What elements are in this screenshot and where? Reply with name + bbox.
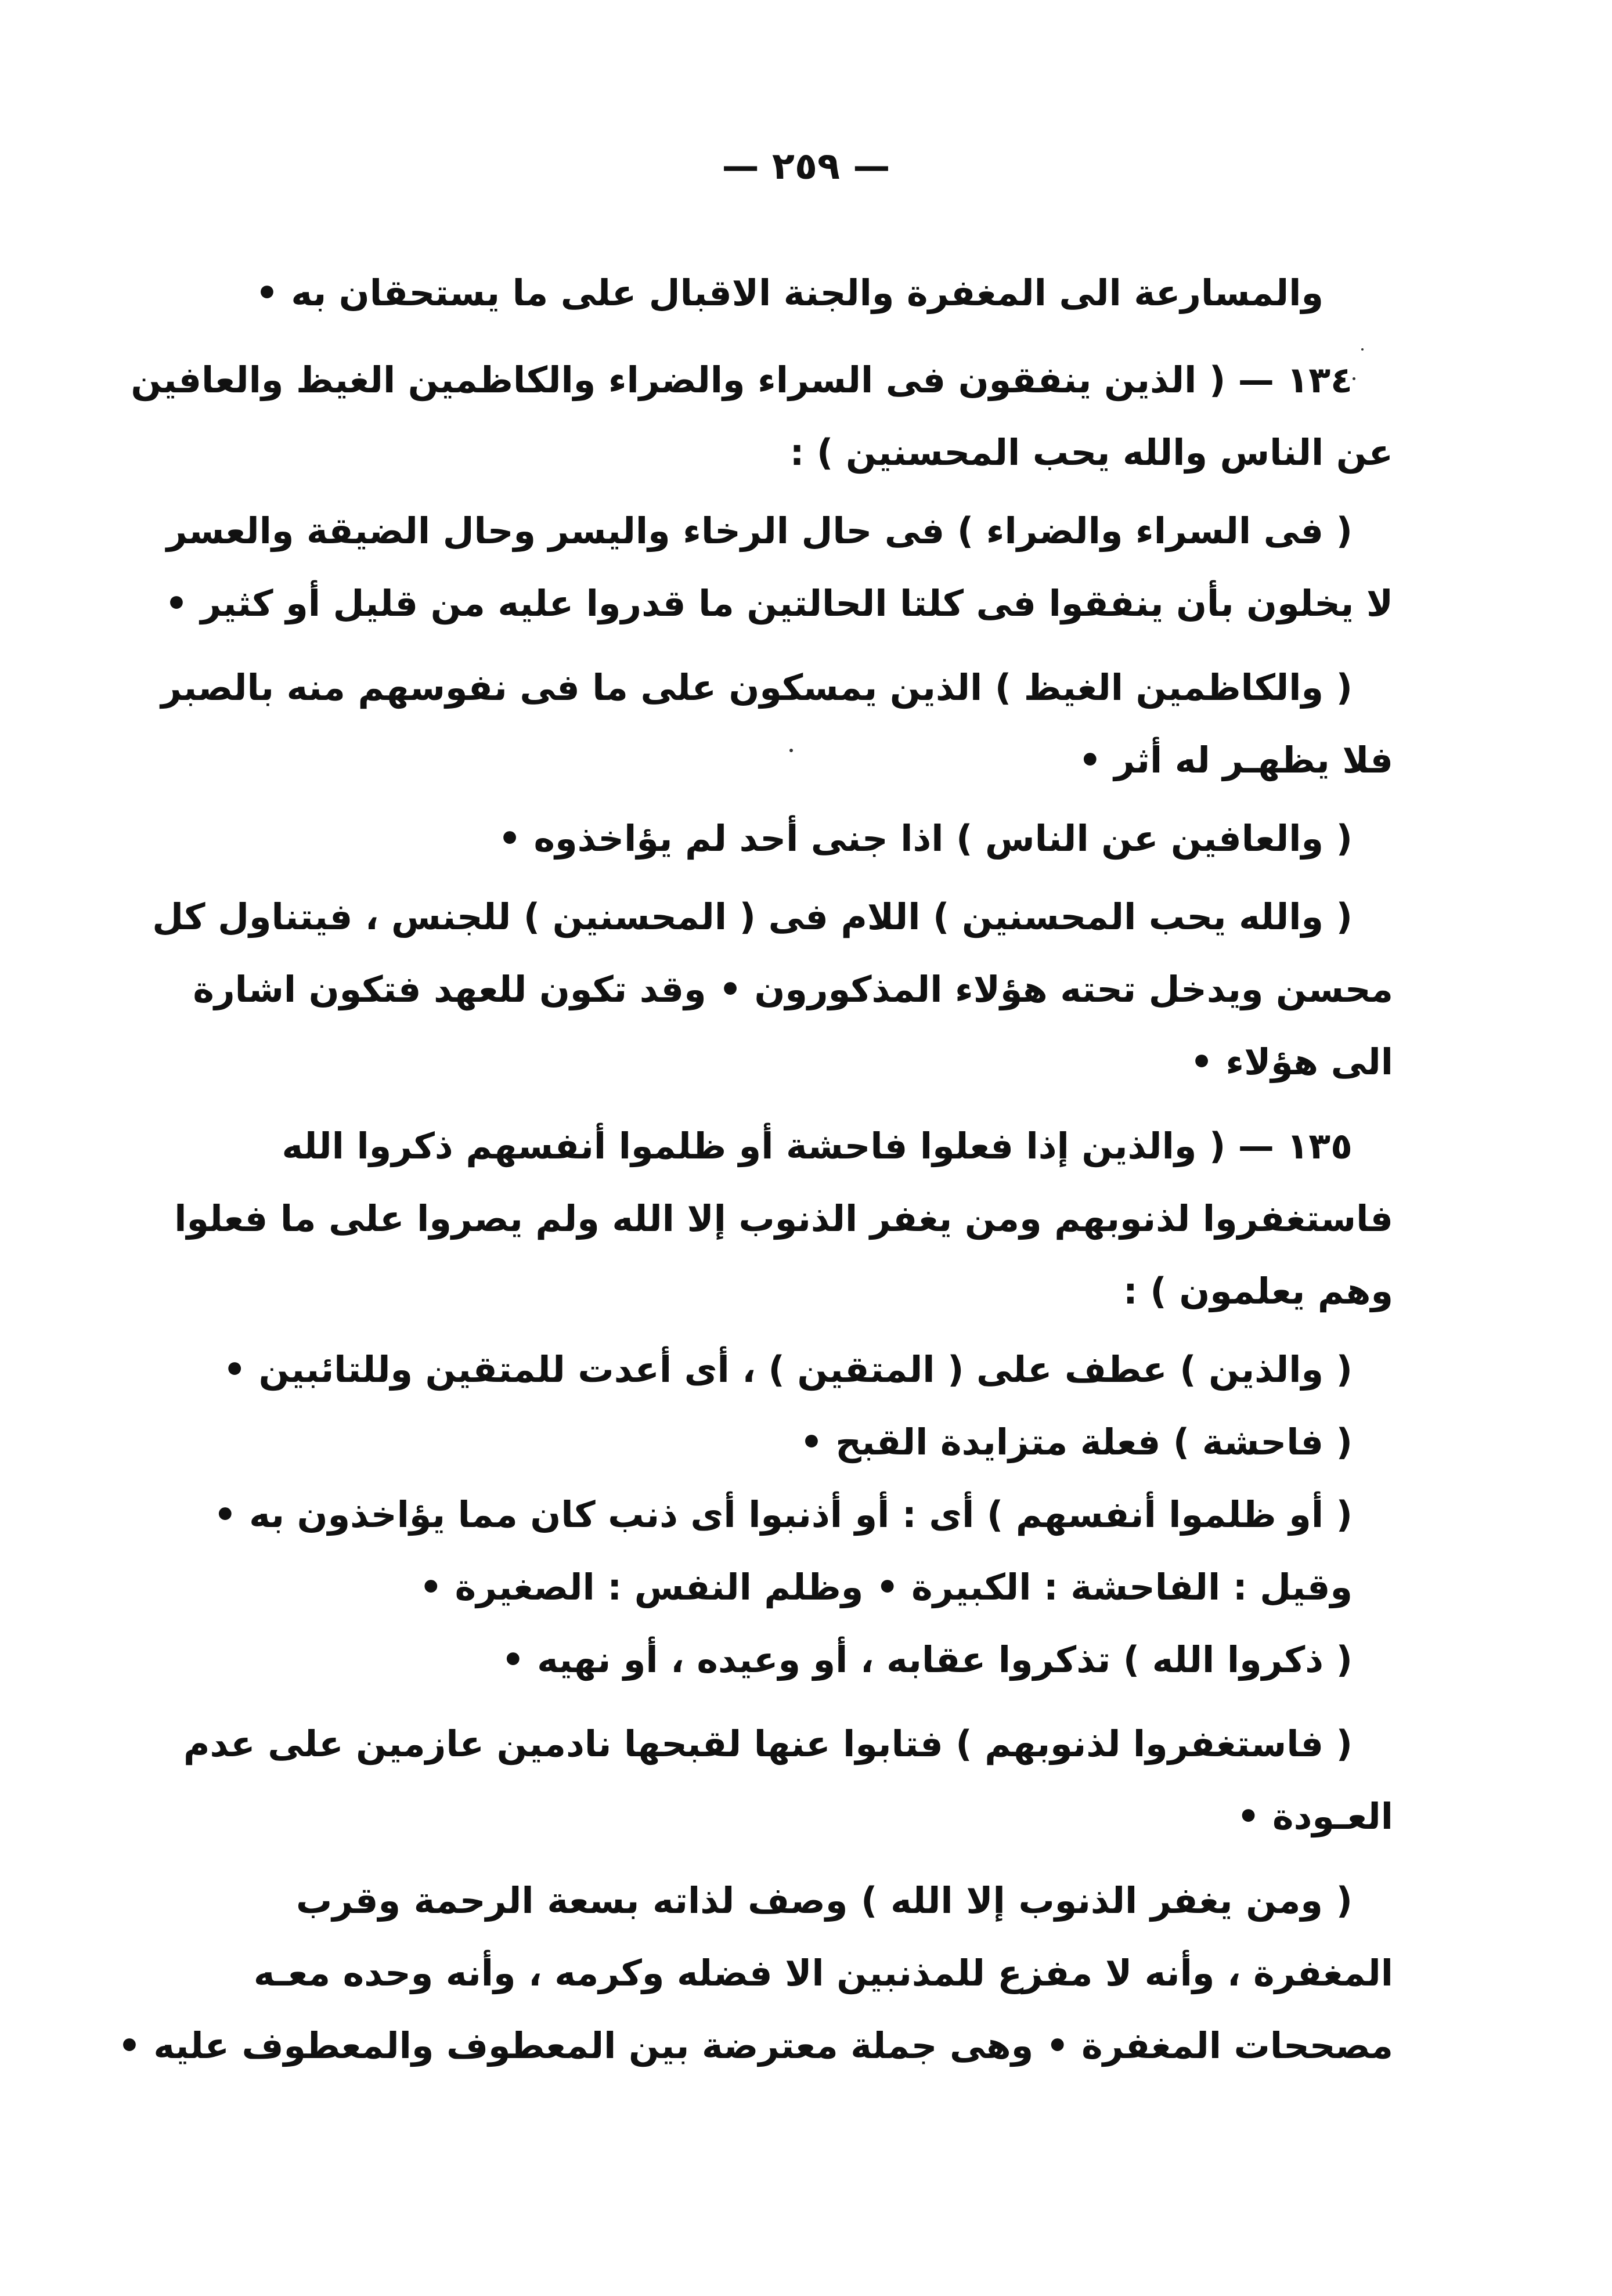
text-line-2: ١٣٤ — ( الذين ينفقون فى السراء والضراء والكاظمين الغيظ والعافين <box>131 359 1353 401</box>
text-line-14: وهم يعلمون ) : <box>1123 1270 1393 1312</box>
text-line-17: ( أو ظلموا أنفسهم ) أى : أو أذنبوا أى ذنب كان مما يؤاخذون به • <box>213 1493 1353 1536</box>
scan-speck <box>1353 377 1355 380</box>
text-line-18: وقيل : الفاحشة : الكبيرة • وظلم النفس : الصغيرة • <box>419 1566 1353 1608</box>
scan-speck <box>1361 348 1364 351</box>
scan-speck <box>789 749 793 752</box>
text-line-21: العـودة • <box>1236 1795 1393 1837</box>
text-line-16: ( فاحشة ) فعلة متزايدة القبح • <box>800 1421 1353 1463</box>
text-line-24: مصححات المغفرة • وهى جملة معترضة بين المعطوف والمعطوف عليه • <box>118 2024 1393 2067</box>
text-line-19: ( ذكروا الله ) تذكروا عقابه ، أو وعيده ، أو نهيه • <box>501 1638 1353 1681</box>
text-line-11: الى هؤلاء • <box>1190 1041 1393 1083</box>
text-line-12: ١٣٥ — ( والذين إذا فعلوا فاحشة أو ظلموا أنفسهم ذكروا الله <box>282 1125 1353 1167</box>
text-line-3: عن الناس والله يحب المحسنين ) : <box>789 431 1393 474</box>
text-line-8: ( والعافين عن الناس ) اذا جنى أحد لم يؤاخذوه • <box>498 817 1353 860</box>
text-line-10: محسن ويدخل تحته هؤلاء المذكورون • وقد تكون للعهد فتكون اشارة <box>193 968 1393 1010</box>
page-number: — ٢٥٩ — <box>722 145 890 188</box>
text-line-5: لا يخلون بأن ينفقوا فى كلتا الحالتين ما قدروا عليه من قليل أو كثير • <box>165 582 1393 624</box>
text-line-15: ( والذين ) عطف على ( المتقين ) ، أى أعدت للمتقين وللتائبين • <box>223 1348 1353 1391</box>
text-line-6: ( والكاظمين الغيظ ) الذين يمسكون على ما فى نفوسهم منه بالصبر <box>161 666 1353 709</box>
text-line-9: ( والله يحب المحسنين ) اللام فى ( المحسنين ) للجنس ، فيتناول كل <box>152 896 1353 938</box>
text-line-1: والمسارعة الى المغفرة والجنة الاقبال على ما يستحقان به • <box>255 272 1324 314</box>
text-line-4: ( فى السراء والضراء ) فى حال الرخاء واليسر وحال الضيقة والعسر <box>166 510 1353 552</box>
text-line-20: ( فاستغفروا لذنوبهم ) فتابوا عنها لقبحها نادمين عازمين على عدم <box>183 1723 1353 1765</box>
text-line-13: فاستغفروا لذنوبهم ومن يغفر الذنوب إلا الله ولم يصروا على ما فعلوا <box>174 1197 1393 1240</box>
text-line-22: ( ومن يغفر الذنوب إلا الله ) وصف لذاته بسعة الرحمة وقرب <box>296 1879 1353 1922</box>
text-line-23: المغفرة ، وأنه لا مفزع للمذنبين الا فضله وكرمه ، وأنه وحده معـه <box>253 1952 1393 1994</box>
text-line-7: فلا يظهـر له أثر • <box>1079 739 1393 781</box>
